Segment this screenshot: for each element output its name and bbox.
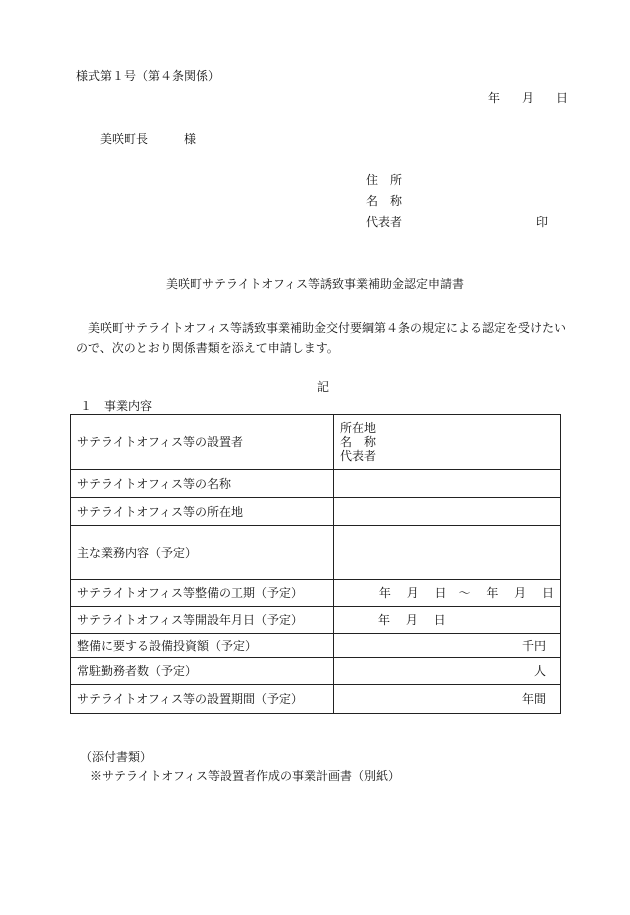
investment-amount-cell[interactable]: 千円 <box>334 634 561 658</box>
table-row <box>71 498 561 526</box>
attachments-heading: （添付書類） <box>80 750 153 764</box>
row-label: サテライトオフィス等の設置期間（予定） <box>71 685 334 714</box>
applicant-address-label: 住 所 <box>366 173 403 187</box>
table-row <box>71 634 561 658</box>
attachments-item: ※サテライトオフィス等設置者作成の事業計画書（別紙） <box>90 769 400 783</box>
staff-count-cell[interactable]: 人 <box>334 658 561 685</box>
table-row <box>71 526 561 580</box>
date-year: 年 <box>488 91 501 105</box>
installer-name-label: 名 称 <box>340 435 377 449</box>
date-day: 日 <box>556 91 569 105</box>
date-line <box>488 92 568 104</box>
applicant-name-label: 名 称 <box>366 194 403 208</box>
row-label: サテライトオフィス等の設置者 <box>71 415 334 470</box>
applicant-representative-label: 代表者 <box>366 215 403 229</box>
row-label: サテライトオフィス等整備の工期（予定） <box>71 580 334 607</box>
date-month: 月 <box>522 91 535 105</box>
installer-address-label: 所在地 <box>340 421 377 435</box>
opening-date-value: 年 月 日 <box>378 613 446 627</box>
form-number: 様式第１号（第４条関係） <box>76 69 221 83</box>
installation-period-cell[interactable]: 年間 <box>334 685 561 714</box>
row-label: 主な業務内容（予定） <box>71 526 334 580</box>
ki-heading: 記 <box>316 380 329 394</box>
installer-info-cell[interactable] <box>334 415 561 470</box>
table-row <box>71 685 561 714</box>
document-title: 美咲町サテライトオフィス等誘致事業補助金認定申請書 <box>166 277 464 291</box>
table-row <box>71 415 561 470</box>
row-label: 常駐勤務者数（予定） <box>71 658 334 685</box>
body-text: 美咲町サテライトオフィス等誘致事業補助金交付要綱第４条の規定による認定を受けたいので、次のとおり関係書類を添えて申請します。 <box>76 321 566 355</box>
construction-period-cell[interactable]: 年 月 日 ～ 年 月 日 <box>334 580 561 607</box>
row-label: サテライトオフィス等の名称 <box>71 470 334 498</box>
section-title: １ 事業内容 <box>80 399 153 413</box>
seal-mark: 印 <box>536 215 549 229</box>
addressee-name: 美咲町長 <box>100 132 149 146</box>
table-row <box>71 658 561 685</box>
office-location-cell[interactable] <box>334 498 561 526</box>
opening-date-cell[interactable] <box>334 607 561 634</box>
installer-representative-label: 代表者 <box>340 449 377 463</box>
row-label: サテライトオフィス等の所在地 <box>71 498 334 526</box>
office-name-cell[interactable] <box>334 470 561 498</box>
row-label: 整備に要する設備投資額（予定） <box>71 634 334 658</box>
row-label: サテライトオフィス等開設年月日（予定） <box>71 607 334 634</box>
addressee-honorific: 様 <box>184 132 197 146</box>
table-row <box>71 470 561 498</box>
table-row <box>71 580 561 607</box>
table-row <box>71 607 561 634</box>
addressee <box>100 133 196 145</box>
business-content-cell[interactable] <box>334 526 561 580</box>
business-content-table <box>70 414 561 714</box>
